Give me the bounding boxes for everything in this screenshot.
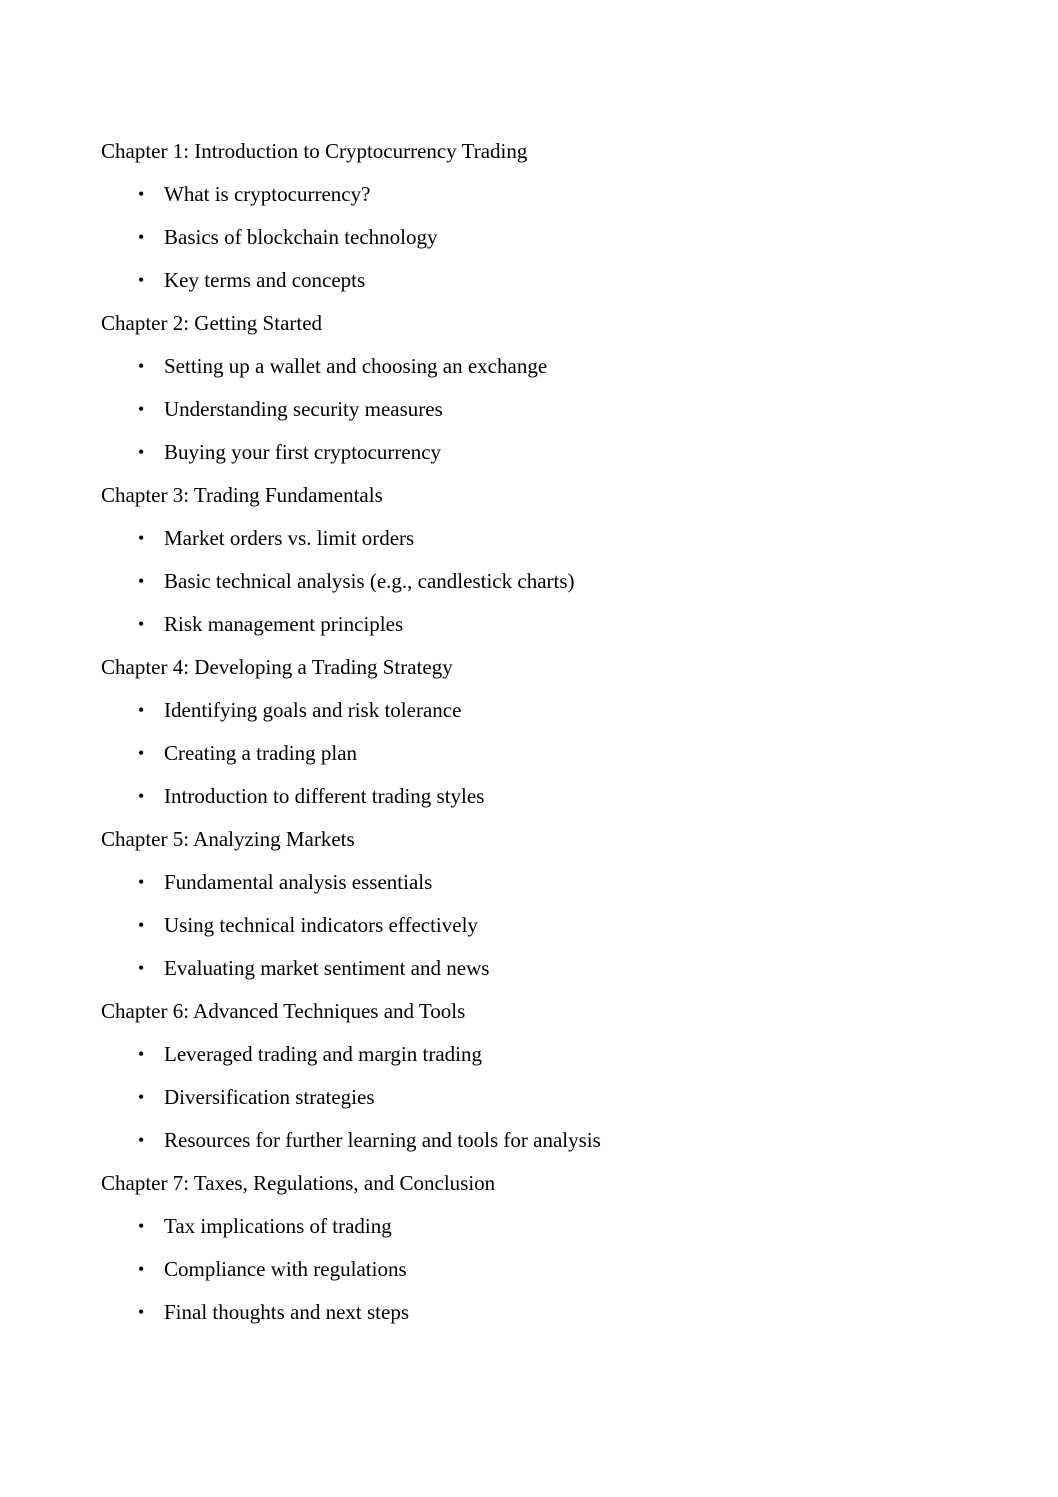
chapter-item-list	[101, 861, 961, 990]
list-item	[101, 775, 961, 818]
bullet-icon: •	[138, 571, 145, 591]
bullet-icon: •	[138, 1087, 145, 1107]
list-item-text: Leveraged trading and margin trading	[164, 1042, 482, 1066]
list-item-text: Diversification strategies	[164, 1085, 375, 1109]
list-item	[101, 431, 961, 474]
chapter-item-list	[101, 345, 961, 474]
list-item-text: Buying your first cryptocurrency	[164, 440, 442, 464]
chapter-title: Chapter 5: Analyzing Markets	[101, 827, 355, 851]
list-item-text: Risk management principles	[164, 612, 404, 636]
list-item	[101, 603, 961, 646]
list-item-text: Introduction to different trading styles	[164, 784, 485, 808]
list-item-text: Fundamental analysis essentials	[164, 870, 433, 894]
list-item	[101, 345, 961, 388]
bullet-icon: •	[138, 1044, 145, 1064]
list-item-text: Evaluating market sentiment and news	[164, 956, 490, 980]
chapter-title: Chapter 6: Advanced Techniques and Tools	[101, 999, 466, 1023]
list-item-text: Basic technical analysis (e.g., candlestick charts)	[164, 569, 575, 593]
list-item	[101, 259, 961, 302]
list-item	[101, 388, 961, 431]
list-item	[101, 732, 961, 775]
chapter-section	[101, 818, 961, 990]
list-item	[101, 517, 961, 560]
list-item-text: Understanding security measures	[164, 397, 443, 421]
list-item	[101, 1291, 961, 1334]
list-item	[101, 861, 961, 904]
bullet-icon: •	[138, 1130, 145, 1150]
list-item	[101, 1076, 961, 1119]
list-item-text: Identifying goals and risk tolerance	[164, 698, 462, 722]
list-item	[101, 947, 961, 990]
bullet-icon: •	[138, 227, 145, 247]
list-item-text: What is cryptocurrency?	[164, 182, 371, 206]
chapter-item-list	[101, 689, 961, 818]
chapter-item-list	[101, 1205, 961, 1334]
bullet-icon: •	[138, 399, 145, 419]
list-item	[101, 689, 961, 732]
chapter-item-list	[101, 1033, 961, 1162]
list-item	[101, 1205, 961, 1248]
bullet-icon: •	[138, 356, 145, 376]
list-item	[101, 1119, 961, 1162]
list-item-text: Market orders vs. limit orders	[164, 526, 415, 550]
list-item-text: Using technical indicators effectively	[164, 913, 478, 937]
chapter-item-list	[101, 173, 961, 302]
bullet-icon: •	[138, 743, 145, 763]
chapter-title: Chapter 7: Taxes, Regulations, and Conclusion	[101, 1171, 496, 1195]
bullet-icon: •	[138, 614, 145, 634]
chapter-section	[101, 474, 961, 646]
list-item-text: Final thoughts and next steps	[164, 1300, 409, 1324]
chapter-section	[101, 130, 961, 302]
list-item-text: Creating a trading plan	[164, 741, 358, 765]
list-item	[101, 173, 961, 216]
bullet-icon: •	[138, 915, 145, 935]
chapter-item-list	[101, 517, 961, 646]
chapter-section	[101, 990, 961, 1162]
list-item	[101, 904, 961, 947]
list-item-text: Key terms and concepts	[164, 268, 366, 292]
bullet-icon: •	[138, 1302, 145, 1322]
bullet-icon: •	[138, 1216, 145, 1236]
bullet-icon: •	[138, 1259, 145, 1279]
bullet-icon: •	[138, 958, 145, 978]
bullet-icon: •	[138, 700, 145, 720]
bullet-icon: •	[138, 442, 145, 462]
list-item	[101, 216, 961, 259]
bullet-icon: •	[138, 872, 145, 892]
list-item-text: Compliance with regulations	[164, 1257, 407, 1281]
chapter-section	[101, 1162, 961, 1334]
list-item-text: Setting up a wallet and choosing an exchange	[164, 354, 548, 378]
chapter-title: Chapter 4: Developing a Trading Strategy	[101, 655, 453, 679]
chapter-section	[101, 646, 961, 818]
bullet-icon: •	[138, 786, 145, 806]
bullet-icon: •	[138, 184, 145, 204]
chapter-title: Chapter 3: Trading Fundamentals	[101, 483, 383, 507]
list-item	[101, 560, 961, 603]
list-item-text: Tax implications of trading	[164, 1214, 392, 1238]
chapter-title: Chapter 1: Introduction to Cryptocurrency Trading	[101, 139, 528, 163]
list-item	[101, 1033, 961, 1076]
bullet-icon: •	[138, 528, 145, 548]
list-item-text: Resources for further learning and tools for analysis	[164, 1128, 601, 1152]
list-item-text: Basics of blockchain technology	[164, 225, 438, 249]
bullet-icon: •	[138, 270, 145, 290]
document-page	[101, 130, 961, 1334]
list-item	[101, 1248, 961, 1291]
chapter-section	[101, 302, 961, 474]
chapter-title: Chapter 2: Getting Started	[101, 311, 323, 335]
